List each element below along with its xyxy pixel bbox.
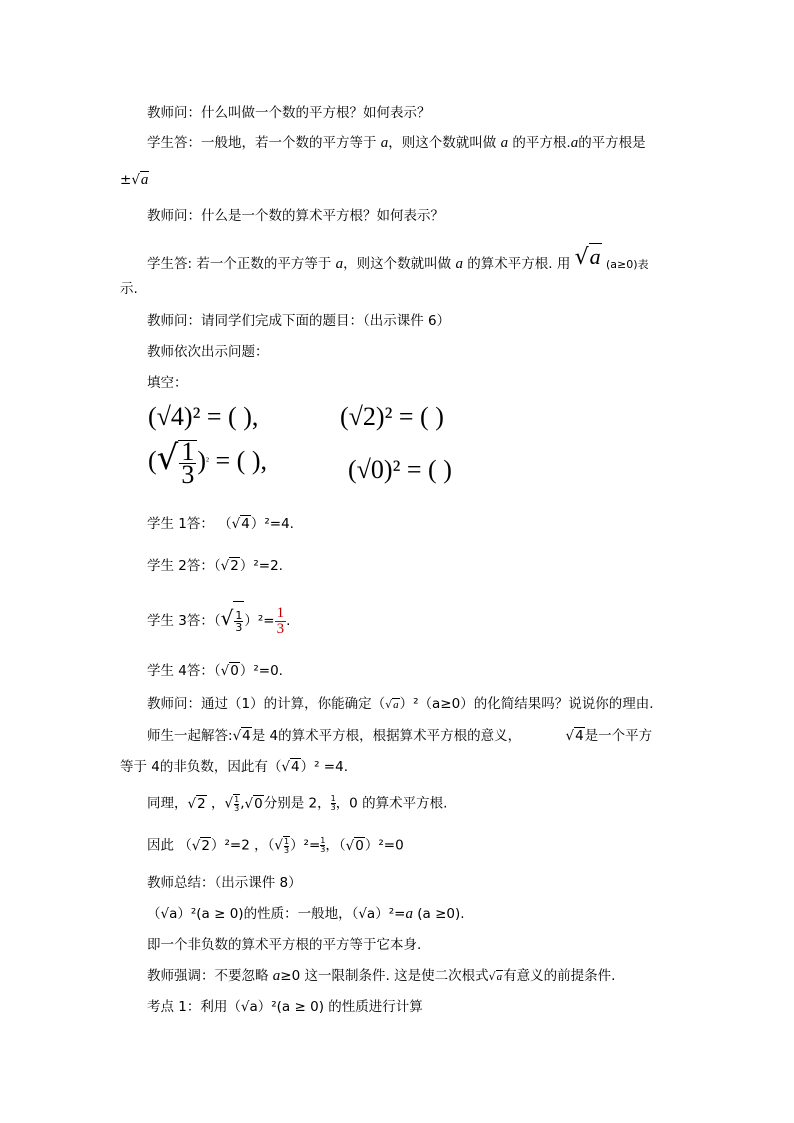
student-answer-2-cont: 示. xyxy=(120,281,138,297)
exam-point-1: 考点 1：利用（√a）²(a ≥ 0) 的性质进行计算 xyxy=(147,999,423,1015)
fill-in-label: 填空： xyxy=(147,375,188,391)
joint-solution: 师生一起解答:√4是 4的算术平方根，根据算术平方根的意义， √4是一个平方 xyxy=(147,728,653,744)
formula-sqrt0: (√0)² = ( ) xyxy=(348,455,452,484)
property-statement: （√a）²(a ≥ 0)的性质：一般地，（√a）²=a (a ≥0). xyxy=(147,906,465,922)
teacher-emphasis: 教师强调：不要忽略 a≥0 这一限制条件. 这是使二次根式√a有意义的前提条件. xyxy=(147,968,616,984)
teacher-question-2: 教师问：什么是一个数的算术平方根？如何表示？ xyxy=(147,208,444,224)
formula-sqrt-one-third: (√ $\frac{1}{3}$ )² = ( ), xyxy=(148,437,267,489)
similarly-line: 同理，√2 ，√ $\frac{1}{3}$ ,√0分别是 2， $\frac{1}{3}$ ，0 的算术平方根. xyxy=(147,794,448,813)
student-3-answer: 学生 3答：（√ $\frac{1}{3}$ ）²= $\frac{1}{3}$ . xyxy=(147,598,290,638)
formula-sqrt4: (√4)² = ( ), xyxy=(148,402,259,431)
plus-minus-sqrt-a: ±√a xyxy=(120,172,149,188)
student-answer-1: 学生答：一般地，若一个数的平方等于 a，则这个数就叫做 a 的平方根.a的平方根是 xyxy=(147,135,646,151)
property-explanation: 即一个非负数的算术平方根的平方等于它本身. xyxy=(147,937,422,953)
formula-sqrt2: (√2)² = ( ) xyxy=(340,402,444,431)
student-1-answer: 学生 1答： （√4）²=4. xyxy=(147,516,294,532)
student-answer-2: 学生答: 若一个正数的平方等于 a，则这个数就叫做 a 的算术平方根. 用 √a (a≥0)表 xyxy=(147,244,649,272)
teacher-summary: 教师总结：（出示课件 8） xyxy=(147,875,302,891)
student-4-answer: 学生 4答：（√0）²=0. xyxy=(147,663,283,679)
red-fraction-one-third: $\frac{1}{3}$ xyxy=(276,604,285,637)
teacher-shows-problems: 教师依次出示问题： xyxy=(147,344,269,360)
joint-solution-cont: 等于 4的非负数，因此有（√4）² =4. xyxy=(120,759,348,775)
teacher-question-1: 教师问：什么叫做一个数的平方根？如何表示？ xyxy=(147,105,431,121)
therefore-line: 因此 （√2）²=2 ，（√ $\frac{1}{3}$ ）²= $\frac{1}{3}$ ，（√0）²=0 xyxy=(147,836,404,855)
student-2-answer: 学生 2答：（√2）²=2. xyxy=(147,558,283,574)
teacher-question-3: 教师问：请同学们完成下面的题目：（出示课件 6） xyxy=(147,313,451,329)
teacher-question-4: 教师问：通过（1）的计算，你能确定（√a）²（a≥0）的化简结果吗？说说你的理由. xyxy=(147,696,654,712)
